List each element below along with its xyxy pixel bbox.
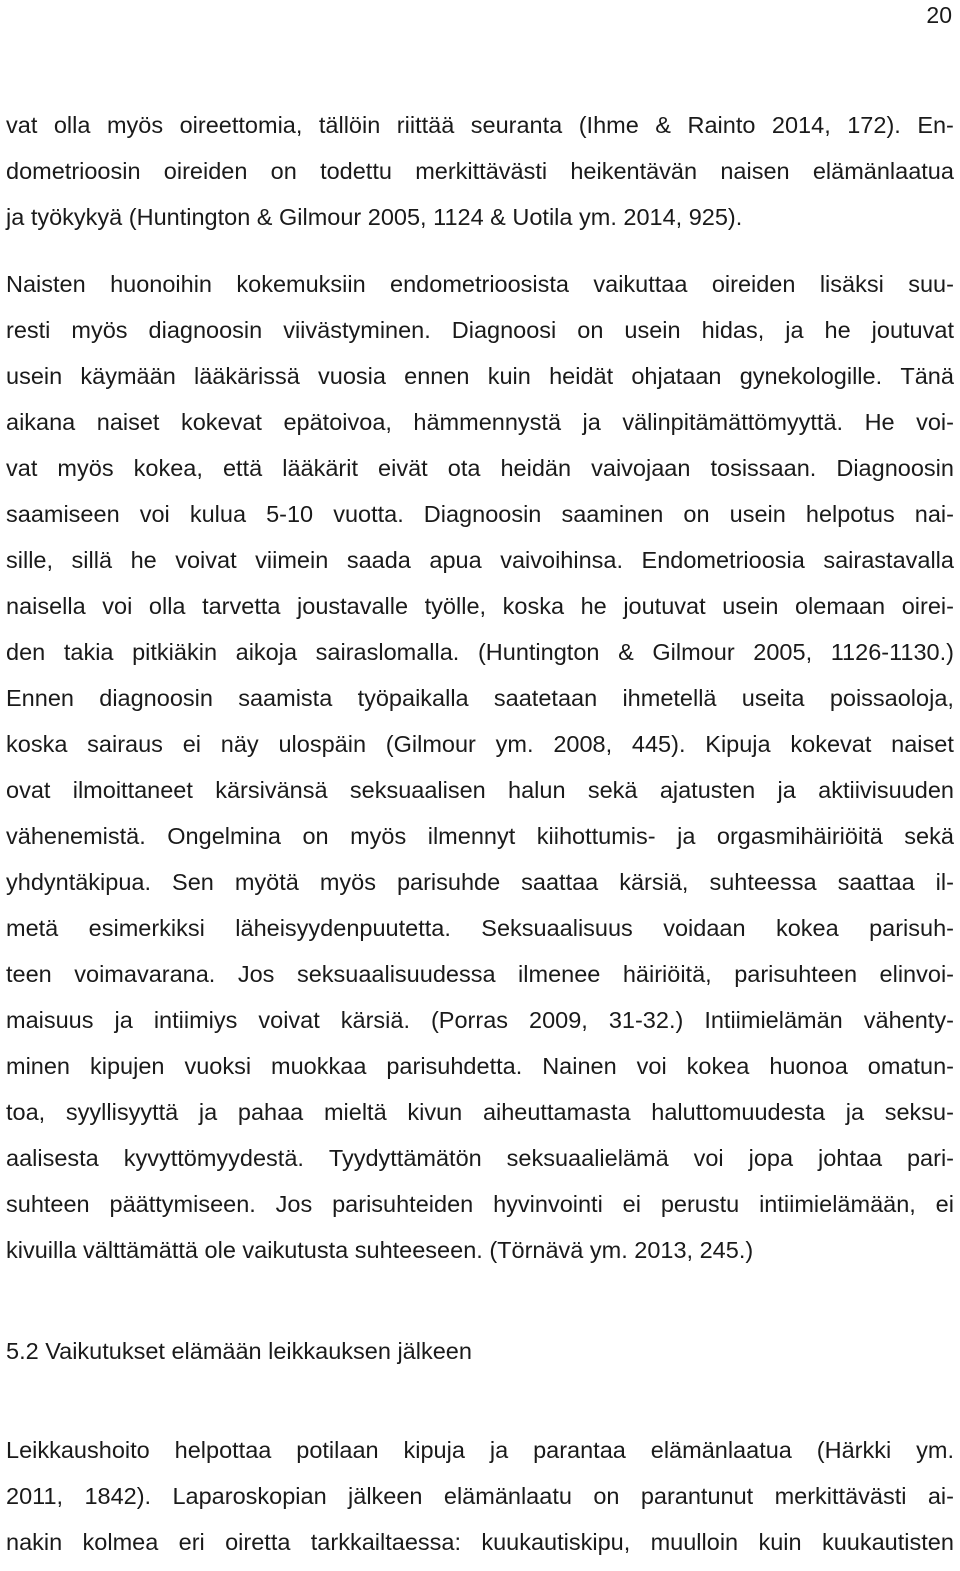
text-line: minen kipujen vuoksi muokkaa parisuhdetta. Nainen voi kokea huonoa omatun- [6, 1053, 954, 1079]
text-line: naisella voi olla tarvetta joustavalle työlle, koska he joutuvat usein olemaan oirei- [6, 593, 954, 619]
text-line: koska sairaus ei näy ulospäin (Gilmour ym. 2008, 445). Kipuja kokevat naiset [6, 731, 954, 757]
text-line: suhteen päättymiseen. Jos parisuhteiden hyvinvointi ei perustu intiimielämään, ei [6, 1191, 954, 1217]
text-line: maisuus ja intiimiys voivat kärsiä. (Porras 2009, 31-32.) Intiimielämän vähenty- [6, 1007, 954, 1033]
text-line: aalisesta kyvyttömyydestä. Tyydyttämätön seksuaalielämä voi jopa johtaa pari- [6, 1145, 954, 1171]
text-line: saamiseen voi kulua 5-10 vuotta. Diagnoosin saaminen on usein helpotus nai- [6, 501, 954, 527]
text-line: nakin kolmea eri oiretta tarkkailtaessa: kuukautiskipu, muulloin kuin kuukautisten [6, 1529, 954, 1555]
text-line: vat olla myös oireettomia, tällöin riittää seuranta (Ihme & Rainto 2014, 172). En- [6, 112, 954, 138]
text-line: toa, syyllisyyttä ja pahaa mieltä kivun aiheuttamasta haluttomuudesta ja seksu- [6, 1099, 954, 1125]
text-line: Leikkaushoito helpottaa potilaan kipuja ja parantaa elämänlaatua (Härkki ym. [6, 1437, 954, 1463]
text-line: yhdyntäkipua. Sen myötä myös parisuhde saattaa kärsiä, suhteessa saattaa il- [6, 869, 954, 895]
text-line: teen voimavarana. Jos seksuaalisuudessa ilmenee häiriöitä, parisuhteen elinvoi- [6, 961, 954, 987]
page-number: 20 [926, 2, 952, 28]
text-line: ja työkykyä (Huntington & Gilmour 2005, 1124 & Uotila ym. 2014, 925). [6, 204, 743, 230]
text-line: 2011, 1842). Laparoskopian jälkeen elämänlaatu on parantunut merkittävästi ai- [6, 1483, 954, 1509]
text-line: metä esimerkiksi läheisyydenpuutetta. Seksuaalisuus voidaan kokea parisuh- [6, 915, 954, 941]
text-line: sille, sillä he voivat viimein saada apua vaivoihinsa. Endometrioosia sairastavalla [6, 547, 954, 573]
text-line: kivuilla välttämättä ole vaikutusta suhteeseen. (Törnävä ym. 2013, 245.) [6, 1237, 754, 1263]
text-line: aikana naiset kokevat epätoivoa, hämmennystä ja välinpitämättömyyttä. He voi- [6, 409, 954, 435]
text-line: Ennen diagnoosin saamista työpaikalla saatetaan ihmetellä useita poissaoloja, [6, 685, 954, 711]
text-line: Naisten huonoihin kokemuksiin endometrioosista vaikuttaa oireiden lisäksi suu- [6, 271, 954, 297]
text-line: ovat ilmoittaneet kärsivänsä seksuaalisen halun sekä ajatusten ja aktiivisuuden [6, 777, 954, 803]
text-line: resti myös diagnoosin viivästyminen. Diagnoosi on usein hidas, ja he joutuvat [6, 317, 954, 343]
text-line: vähenemistä. Ongelmina on myös ilmennyt kiihottumis- ja orgasmihäiriöitä sekä [6, 823, 954, 849]
text-line: den takia pitkiäkin aikoja sairaslomalla. (Huntington & Gilmour 2005, 1126-1130.) [6, 639, 954, 665]
text-line: vat myös kokea, että lääkärit eivät ota heidän vaivojaan tosissaan. Diagnoosin [6, 455, 954, 481]
section-heading: 5.2 Vaikutukset elämään leikkauksen jälkeen [6, 1338, 472, 1364]
text-line: usein käymään lääkärissä vuosia ennen kuin heidät ohjataan gynekologille. Tänä [6, 363, 954, 389]
text-line: dometrioosin oireiden on todettu merkittävästi heikentävän naisen elämänlaatua [6, 158, 954, 184]
